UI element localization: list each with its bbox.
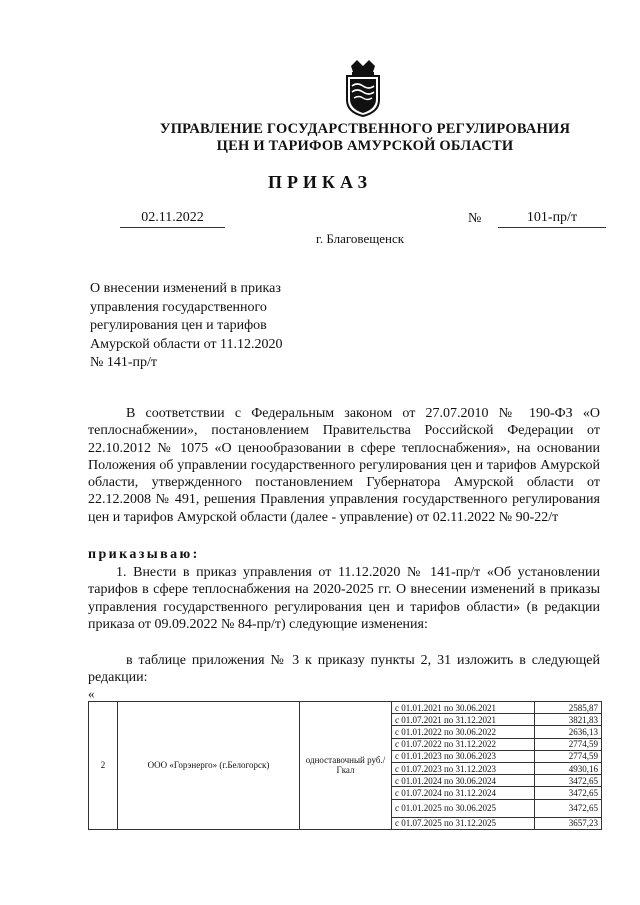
row-number-cell: 2 [89, 702, 118, 830]
tariff-value-cell: 3472,65 [535, 775, 602, 787]
item-1-paragraph: 1. Внести в приказ управления от 11.12.2020 № 141-пр/т «Об установлении тарифов в сфере теплоснабжения на 2020-2025 гг. О внесении изменений в приказы управления государственного регулирования цен и тарифов области» (в редакции приказа от 09.09.2022 № 84-пр/т) следующие изменения: [88, 565, 600, 632]
period-cell: с 01.01.2023 по 30.06.2023 [392, 750, 535, 762]
organization-cell: ООО «Горэнерго» (г.Белогорск) [118, 702, 300, 830]
order-subject [90, 280, 320, 373]
period-cell: с 01.07.2024 по 31.12.2024 [392, 787, 535, 799]
period-cell: с 01.01.2024 по 30.06.2024 [392, 775, 535, 787]
tariff-value-cell: 3821,83 [535, 714, 602, 726]
order-word: приказываю: [88, 547, 200, 562]
tariff-value-cell: 2774,59 [535, 750, 602, 762]
document-title: ПРИКАЗ [267, 172, 373, 192]
period-cell: с 01.01.2022 по 30.06.2022 [392, 726, 535, 738]
tariff-value-cell: 2774,59 [535, 738, 602, 750]
tariff-value-cell: 2585,87 [535, 702, 602, 714]
period-cell: с 01.01.2025 по 30.06.2025 [392, 799, 535, 817]
tariff-value-cell: 3472,65 [535, 799, 602, 817]
coat-of-arms-emblem [343, 58, 383, 118]
tariff-value-cell: 3657,23 [535, 817, 602, 829]
city-name: г. Благовещенск [316, 231, 405, 246]
order-number: 101-пр/т [498, 210, 606, 228]
tariff-value-cell: 4930,16 [535, 762, 602, 774]
org-name-line-2: ЦЕН И ТАРИФОВ АМУРСКОЙ ОБЛАСТИ [216, 138, 514, 154]
order-date: 02.11.2022 [120, 210, 225, 228]
period-cell: с 01.07.2023 по 31.12.2023 [392, 762, 535, 774]
subject-line: Амурской области от 11.12.2020 [90, 336, 283, 352]
item-1-sub-paragraph: в таблице приложения № 3 к приказу пункты 2, 31 изложить в следующей редакции: [88, 653, 600, 686]
org-name-line-1: УПРАВЛЕНИЕ ГОСУДАРСТВЕННОГО РЕГУЛИРОВАНИЯ [159, 121, 571, 137]
period-cell: с 01.07.2025 по 31.12.2025 [392, 817, 535, 829]
period-cell: с 01.07.2021 по 31.12.2021 [392, 714, 535, 726]
open-quote: « [88, 686, 95, 701]
subject-line: № 141-пр/т [90, 355, 158, 370]
tariff-type-cell: одноставочный руб./Гкал [300, 702, 392, 830]
period-cell: с 01.01.2021 по 30.06.2021 [392, 702, 535, 714]
period-cell: с 01.07.2022 по 31.12.2022 [392, 738, 535, 750]
tariff-value-cell: 3472,65 [535, 787, 602, 799]
table-row [89, 702, 602, 714]
tariff-value-cell: 2636,13 [535, 726, 602, 738]
subject-line: управления государственного [90, 299, 267, 315]
tariff-table [88, 701, 602, 830]
number-sign: № [468, 211, 482, 226]
subject-line: О внесении изменений в приказ [90, 281, 281, 296]
subject-line: регулирования цен и тарифов [90, 318, 267, 333]
preamble-paragraph: В соответствии с Федеральным законом от 27.07.2010 № 190-ФЗ «О теплоснабжении», постановлением Правительства Российской Федерации от 22.10.2012 № 1075 «О ценообразовании в сфере теплоснабжения», на основании Положения об управлении государственного регулирования цен и тарифов Амурской области, утвержденного постановлением Губернатора Амурской области от 22.12.2008 № 491, решения Правления управления государственного регулирования цен и тарифов Амурской области (далее - управление) от 02.11.2022 № 90-22/т [88, 406, 600, 525]
